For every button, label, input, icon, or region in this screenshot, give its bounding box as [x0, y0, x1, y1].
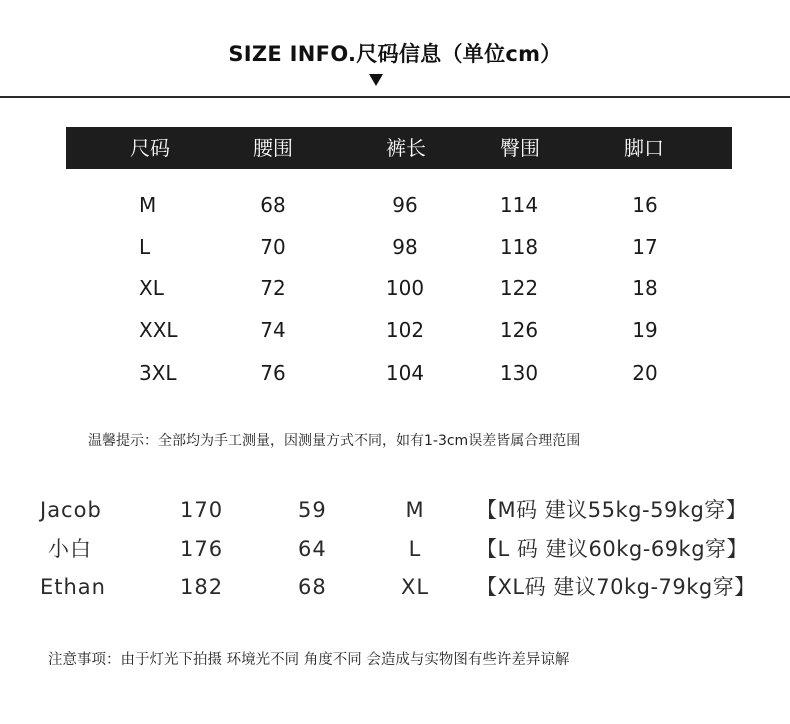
cell-hem: 19: [632, 318, 658, 342]
cell-length: 104: [385, 361, 425, 385]
model-name: Jacob: [40, 498, 102, 522]
cell-hem: 18: [632, 276, 658, 300]
model-size: M: [405, 498, 425, 522]
down-triangle-icon: [369, 74, 383, 86]
model-size: L: [408, 537, 422, 561]
header-hem: 脚口: [624, 136, 664, 160]
cell-waist: 70: [260, 235, 286, 259]
model-row: [0, 570, 790, 604]
model-recommendation: 【L 码 建议60kg-69kg穿】: [476, 537, 749, 561]
table-row: [0, 190, 790, 220]
header-size: 尺码: [130, 136, 170, 160]
model-row: [0, 532, 790, 566]
cell-hip: 114: [499, 193, 539, 217]
cell-hip: 122: [499, 276, 539, 300]
measurement-tip: 温馨提示：全部均为手工测量，因测量方式不同，如有1-3cm误差皆属合理范围: [88, 433, 581, 449]
model-weight: 64: [298, 537, 327, 561]
table-row: [0, 315, 790, 345]
cell-hip: 118: [499, 235, 539, 259]
table-row: [0, 273, 790, 303]
model-weight: 68: [298, 575, 327, 599]
cell-size: XL: [139, 276, 164, 300]
cell-hem: 17: [632, 235, 658, 259]
model-size: XL: [400, 575, 430, 599]
cell-size: M: [139, 193, 157, 217]
cell-waist: 76: [260, 361, 286, 385]
model-height: 182: [180, 575, 224, 599]
model-height: 170: [180, 498, 224, 522]
cell-hip: 126: [499, 318, 539, 342]
model-row: [0, 493, 790, 527]
cell-waist: 68: [260, 193, 286, 217]
model-weight: 59: [298, 498, 327, 522]
model-name: 小白: [48, 537, 92, 561]
cell-length: 100: [385, 276, 425, 300]
divider: [0, 96, 790, 98]
table-row: [0, 232, 790, 262]
header-length: 裤长: [386, 136, 426, 160]
cell-waist: 72: [260, 276, 286, 300]
cell-hip: 130: [499, 361, 539, 385]
table-row: [0, 358, 790, 388]
header-hip: 臀围: [500, 136, 540, 160]
disclaimer-note: 注意事项：由于灯光下拍摄 环境光不同 角度不同 会造成与实物图有些许差异谅解: [48, 652, 570, 668]
cell-hem: 16: [632, 193, 658, 217]
cell-length: 96: [392, 193, 418, 217]
model-recommendation: 【M码 建议55kg-59kg穿】: [476, 498, 748, 522]
header-waist: 腰围: [253, 136, 293, 160]
model-recommendation: 【XL码 建议70kg-79kg穿】: [476, 575, 756, 599]
cell-hem: 20: [632, 361, 658, 385]
model-height: 176: [180, 537, 224, 561]
cell-size: XXL: [139, 318, 178, 342]
page-title: SIZE INFO.尺码信息（单位cm）: [228, 42, 562, 66]
cell-size: L: [139, 235, 151, 259]
size-table-header: [66, 127, 732, 169]
model-name: Ethan: [40, 575, 106, 599]
cell-size: 3XL: [139, 361, 177, 385]
cell-length: 102: [385, 318, 425, 342]
cell-waist: 74: [260, 318, 286, 342]
cell-length: 98: [392, 235, 418, 259]
